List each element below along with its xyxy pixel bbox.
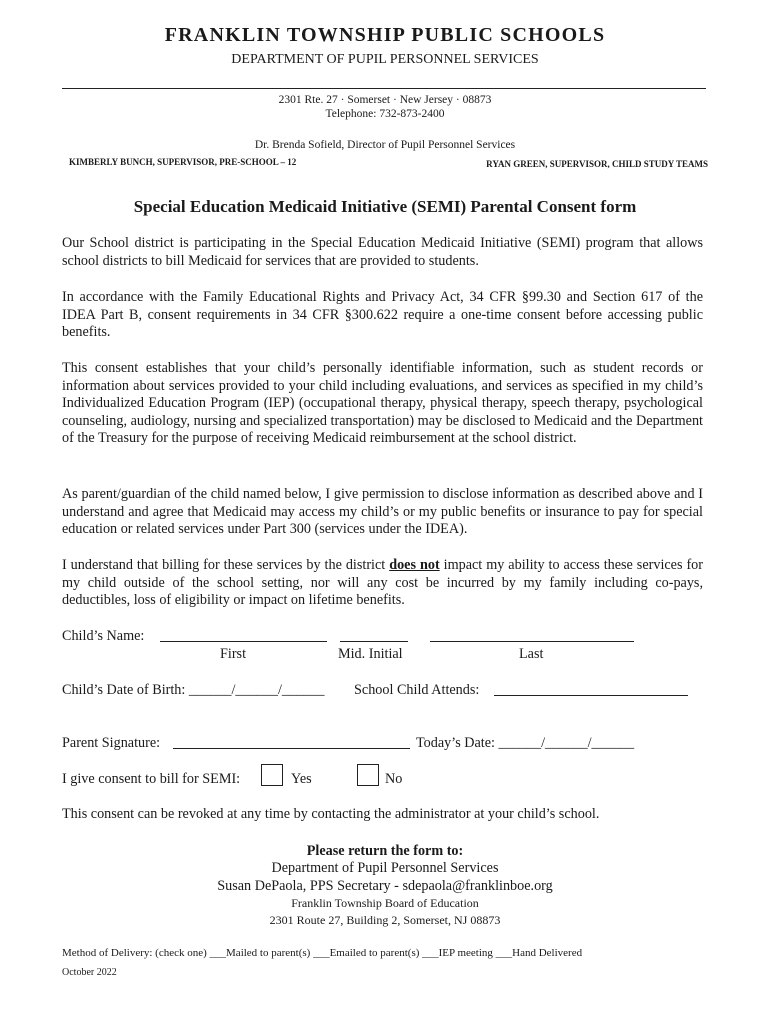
return-department: Department of Pupil Personnel Services bbox=[271, 860, 499, 876]
paragraph-program: Our School district is participating in the Special Education Medicaid Initiative (SEMI) program that allows school districts to bill Medicaid for services that are provided to students. bbox=[62, 235, 703, 269]
consent-yes-label: Yes bbox=[291, 771, 312, 787]
consent-label: I give consent to bill for SEMI: bbox=[62, 771, 241, 787]
supervisor-right: RYAN GREEN, SUPERVISOR, CHILD STUDY TEAMS bbox=[486, 159, 708, 169]
first-name-field[interactable] bbox=[160, 629, 327, 642]
delivery-method: Method of Delivery: (check one) ___Mailed to parent(s) ___Emailed to parent(s) ___IEP meeting ___Hand Delivered bbox=[62, 947, 583, 959]
todays-date-field[interactable]: Today’s Date: ______/______/______ bbox=[416, 735, 635, 751]
middle-initial-field[interactable] bbox=[340, 629, 408, 642]
revocation-note: This consent can be revoked at any time by contacting the administrator at your child’s school. bbox=[62, 806, 600, 822]
paragraph-ferpa: In accordance with the Family Educational Rights and Privacy Act, 34 CFR §99.30 and Section 617 of the IDEA Part B, consent requirements in 34 CFR §300.622 require a one-time consent before accessing public benefits. bbox=[62, 289, 703, 341]
form-title: Special Education Medicaid Initiative (SEMI) Parental Consent form bbox=[133, 197, 637, 216]
return-contact: Susan DePaola, PPS Secretary - sdepaola@franklinboe.org bbox=[217, 878, 553, 894]
district-title: FRANKLIN TOWNSHIP PUBLIC SCHOOLS bbox=[164, 24, 606, 46]
billing-text-start: I understand that billing for these services by the district bbox=[62, 557, 390, 573]
last-name-caption: Last bbox=[519, 646, 544, 662]
return-heading: Please return the form to: bbox=[306, 843, 464, 859]
director-name: Dr. Brenda Sofield, Director of Pupil Personnel Services bbox=[254, 139, 516, 151]
school-attends-field[interactable] bbox=[494, 683, 688, 696]
last-name-field[interactable] bbox=[430, 629, 634, 642]
district-telephone: Telephone: 732-873-2400 bbox=[325, 108, 445, 120]
paragraph-consent-scope: This consent establishes that your child’s personally identifiable information, such as student records or information about services provided to your child including evaluations, and services as specified in my child’s Individualized Education Program (IEP) (occupational therapy, physical therapy, speech therapy, psychological counseling, audiology, nursing and specialized transportation) may be disclosed to Medicaid and the Department of the Treasury for the purpose of receiving Medicaid reimbursement at the school district. bbox=[62, 360, 703, 447]
district-address: 2301 Rte. 27 · Somerset · New Jersey · 08873 bbox=[278, 94, 492, 106]
school-attends-label: School Child Attends: bbox=[354, 682, 480, 698]
first-name-caption: First bbox=[220, 646, 247, 662]
childs-name-label: Child’s Name: bbox=[62, 628, 145, 644]
consent-no-label: No bbox=[385, 771, 403, 787]
billing-text-end: impact my ability to access these services for my child outside of the school setting, nor will any cost be incurred by my family including co-pays, deductibles, loss of eligibility or impact on lifetime benefits. bbox=[62, 557, 703, 609]
middle-initial-caption: Mid. Initial bbox=[338, 646, 403, 662]
header-divider bbox=[62, 88, 706, 89]
return-board: Franklin Township Board of Education bbox=[291, 896, 479, 910]
return-address: 2301 Route 27, Building 2, Somerset, NJ 08873 bbox=[269, 913, 501, 927]
consent-no-checkbox[interactable] bbox=[357, 764, 379, 786]
paragraph-billing bbox=[62, 557, 703, 610]
paragraph-permission: As parent/guardian of the child named below, I give permission to disclose information as described above and I understand and agree that Medicaid may access my child’s or my public benefits or insurance to pay for special education or related services under Part 300 (services under the IDEA). bbox=[62, 486, 703, 538]
supervisor-left: KIMBERLY BUNCH, SUPERVISOR, PRE-SCHOOL – 12 bbox=[69, 157, 297, 167]
department-name: DEPARTMENT OF PUPIL PERSONNEL SERVICES bbox=[231, 52, 539, 67]
form-date: October 2022 bbox=[62, 967, 117, 978]
parent-signature-field[interactable] bbox=[173, 736, 410, 749]
date-of-birth-field[interactable]: Child’s Date of Birth: ______/______/______ bbox=[62, 682, 325, 698]
consent-yes-checkbox[interactable] bbox=[261, 764, 283, 786]
billing-emphasis: does not bbox=[389, 557, 440, 573]
parent-signature-label: Parent Signature: bbox=[62, 735, 161, 751]
